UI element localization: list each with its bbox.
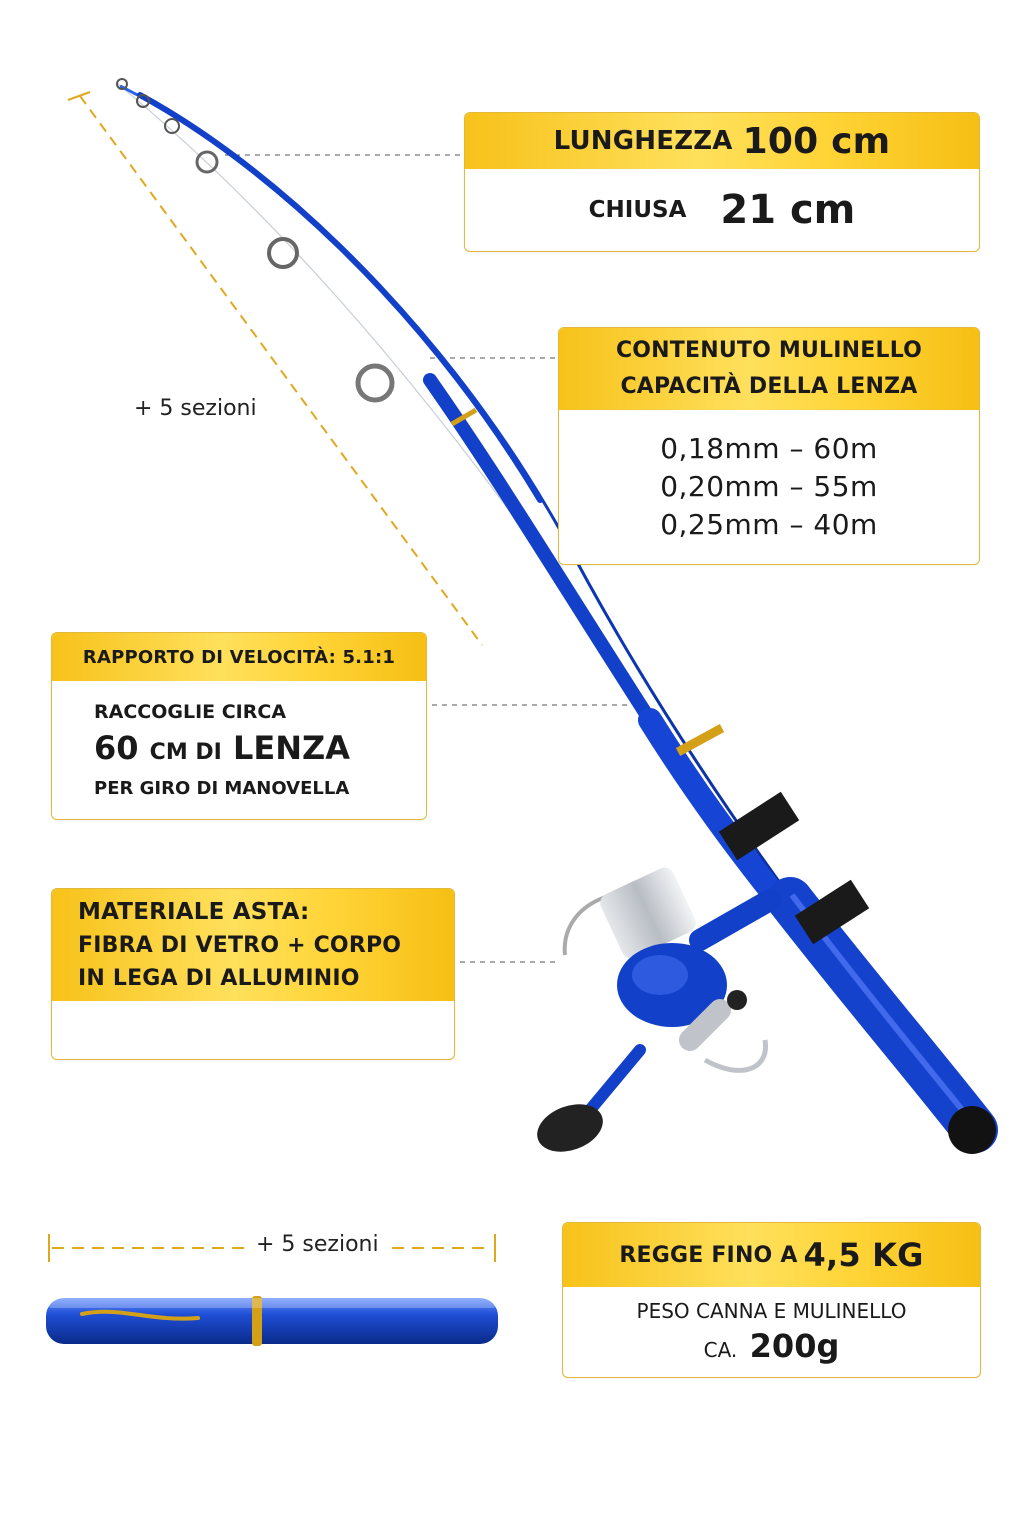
line-capacity-card [558,327,980,565]
material-line1: MATERIALE ASTA: [78,898,310,925]
length-card-header [465,113,979,169]
length-card [464,112,980,252]
retrieve-number: 60 [94,728,139,767]
capacity-row: 0,25mm – 40m [660,508,878,541]
material-header [52,889,454,1001]
closed-length-label: CHIUSA [588,197,687,223]
sections-label-top: + 5 sezioni [134,396,257,421]
capacity-row: 0,18mm – 60m [660,432,878,465]
closed-pen-rod [46,1296,498,1346]
retrieve-word: LENZA [232,728,350,767]
max-load-label: REGGE FINO A [619,1242,798,1268]
weight-body [563,1287,980,1377]
retrieve-line1: RACCOGLIE CIRCA [94,700,287,723]
max-load-value: 4,5 KG [803,1236,924,1274]
gear-ratio-header: RAPPORTO DI VELOCITÀ: 5.1:1 [52,633,426,681]
sections-label-bottom: + 5 sezioni [250,1232,385,1257]
capacity-title-line1: CONTENUTO MULINELLO [615,338,923,363]
weight-line2 [704,1327,840,1369]
weight-card [562,1222,981,1378]
spinning-reel [531,864,770,1160]
retrieve-line2 [94,726,350,775]
line-capacity-body [559,410,979,564]
weight-value: 200g [749,1327,840,1365]
material-card [51,888,455,1060]
closed-length-value: 21 cm [720,187,856,233]
capacity-row: 0,20mm – 55m [660,470,878,503]
weight-prefix: CA. [703,1338,738,1362]
weight-header [563,1223,980,1287]
gear-ratio-body [52,681,426,819]
length-card-body [465,169,979,251]
weight-line1: PESO CANNA E MULINELLO [636,1299,907,1323]
material-line2: FIBRA DI VETRO + CORPO [78,932,402,958]
capacity-title-line2: CAPACITÀ DELLA LENZA [620,374,918,399]
length-dimension-line [68,92,482,645]
retrieve-unit: CM DI [149,739,222,765]
length-value: 100 cm [742,120,891,162]
gear-ratio-card [51,632,427,820]
line-capacity-header [559,328,979,410]
length-label: LUNGHEZZA [553,126,733,156]
material-line3: IN LEGA DI ALLUMINIO [78,965,360,991]
retrieve-line3: PER GIRO DI MANOVELLA [94,777,350,799]
material-body [52,1001,454,1059]
